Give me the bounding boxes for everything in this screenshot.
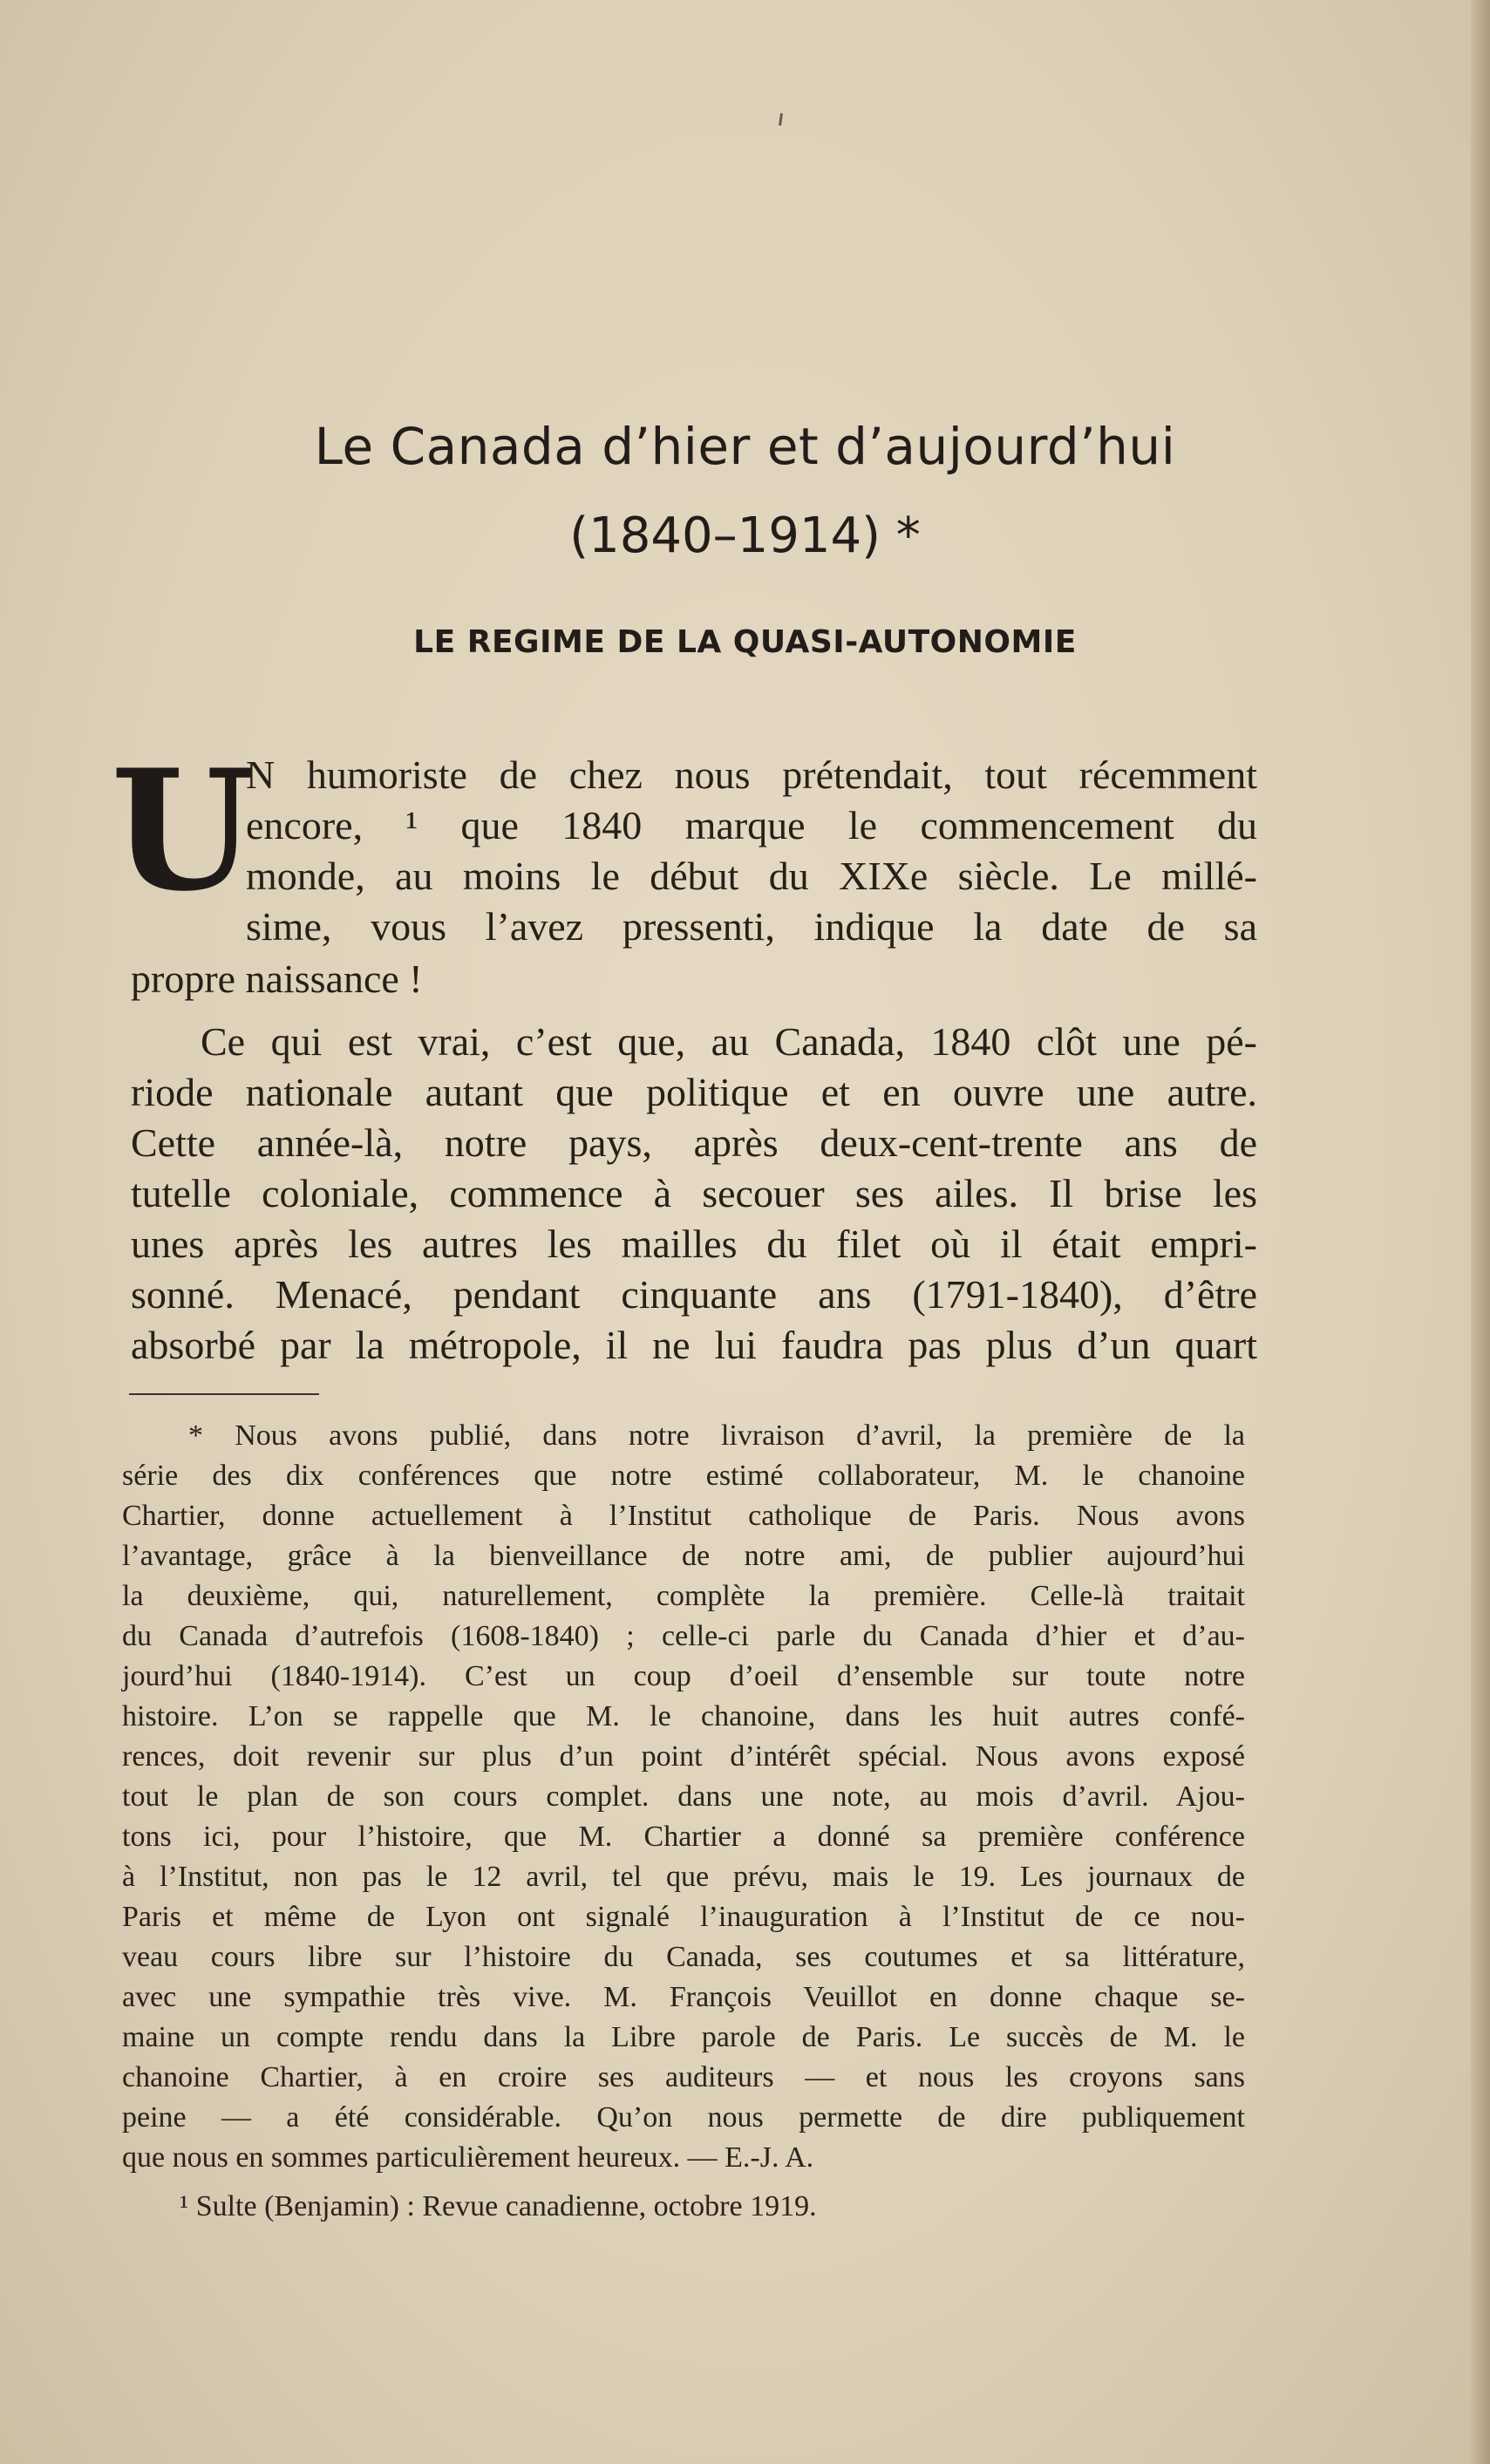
footnote-line-12: à l’Institut, non pas le 12 avril, tel que prévu, mais le 19. Les journaux de	[122, 1861, 1245, 1893]
body-line-4: sime, vous l’avez pressenti, indique la date de sa	[246, 904, 1257, 949]
footnote-line-11: tons ici, pour l’histoire, que M. Chartier a donné sa première conférence	[122, 1821, 1245, 1853]
footnote-1: ¹ Sulte (Benjamin) : Revue canadienne, octobre 1919.	[180, 2190, 817, 2222]
body-line-8: Cette année-là, notre pays, après deux-cent-trente ans de	[131, 1120, 1257, 1165]
ornamental-drop-cap: U	[111, 733, 255, 928]
body-line-2: encore, ¹ que 1840 marque le commencement du	[246, 803, 1257, 847]
body-line-7: riode nationale autant que politique et en ouvre une autre.	[131, 1070, 1257, 1114]
footnote-line-4: l’avantage, grâce à la bienveillance de notre ami, de publier aujourd’hui	[122, 1540, 1245, 1572]
body-line-11: sonné. Menacé, pendant cinquante ans (1791-1840), d’être	[131, 1272, 1257, 1317]
footnote-line-9: rences, doit revenir sur plus d’un point d’intérêt spécial. Nous avons exposé	[122, 1740, 1245, 1773]
footnote-line-19: que nous en sommes particulièrement heureux. — E.-J. A.	[122, 2141, 814, 2174]
footnote-line-5: la deuxième, qui, naturellement, complète la première. Celle-là traitait	[122, 1580, 1245, 1612]
footnote-line-6: du Canada d’autrefois (1608-1840) ; celle-ci parle du Canada d’hier et d’au-	[122, 1620, 1245, 1652]
footnote-line-3: Chartier, donne actuellement à l’Institut catholique de Paris. Nous avons	[122, 1500, 1245, 1532]
footnote-line-10: tout le plan de son cours complet. dans une note, au mois d’avril. Ajou-	[122, 1780, 1245, 1813]
footnote-separator	[129, 1393, 319, 1395]
article-subtitle: (1840–1914) *	[569, 507, 921, 564]
footnote-line-2: série des dix conférences que notre estimé collaborateur, M. le chanoine	[122, 1460, 1245, 1492]
footnote-line-17: chanoine Chartier, à en croire ses auditeurs — et nous les croyons sans	[122, 2061, 1245, 2093]
footnote-line-18: peine — a été considérable. Qu’on nous permette de dire publiquement	[122, 2101, 1245, 2134]
body-line-1: N humoriste de chez nous prétendait, tout récemment	[246, 752, 1257, 797]
body-line-10: unes après les autres les mailles du filet où il était empri-	[131, 1222, 1257, 1266]
footnote-line-14: veau cours libre sur l’histoire du Canada, ses coutumes et sa littérature,	[122, 1941, 1245, 1973]
ink-speck	[779, 113, 783, 126]
body-line-5: propre naissance !	[131, 956, 423, 1001]
footnote-line-8: histoire. L’on se rappelle que M. le chanoine, dans les huit autres confé-	[122, 1700, 1245, 1732]
body-line-3: monde, au moins le début du XIXe siècle. Le millé-	[246, 854, 1257, 898]
section-heading: LE REGIME DE LA QUASI-AUTONOMIE	[413, 624, 1077, 660]
footnote-line-1: * Nous avons publié, dans notre livraison d’avril, la première de la	[188, 1419, 1245, 1452]
body-line-6: Ce qui est vrai, c’est que, au Canada, 1840 clôt une pé-	[201, 1019, 1257, 1064]
footnote-line-7: jourd’hui (1840-1914). C’est un coup d’oeil d’ensemble sur toute notre	[122, 1660, 1245, 1692]
footnote-line-16: maine un compte rendu dans la Libre parole de Paris. Le succès de M. le	[122, 2021, 1245, 2053]
article-title: Le Canada d’hier et d’aujourd’hui	[314, 417, 1176, 476]
book-spine-shadow	[1471, 0, 1490, 2464]
body-line-12: absorbé par la métropole, il ne lui faudra pas plus d’un quart	[131, 1323, 1257, 1367]
footnote-line-15: avec une sympathie très vive. M. François Veuillot en donne chaque se-	[122, 1981, 1245, 2013]
footnote-line-13: Paris et même de Lyon ont signalé l’inauguration à l’Institut de ce nou-	[122, 1901, 1245, 1933]
body-line-9: tutelle coloniale, commence à secouer ses ailes. Il brise les	[131, 1171, 1257, 1215]
